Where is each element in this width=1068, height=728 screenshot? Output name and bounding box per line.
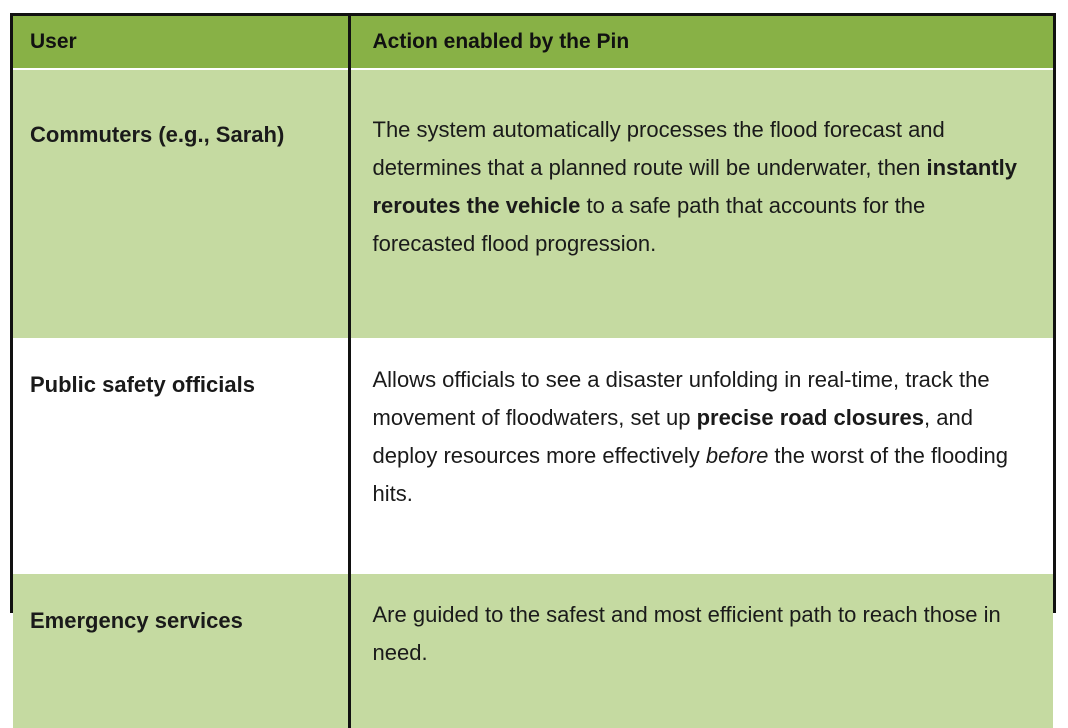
action-text-run: precise road closures <box>696 405 925 430</box>
header-action: Action enabled by the Pin <box>349 16 1053 69</box>
action-text-run: Allows officials to see a disaster unfolding in real-time, track the movement of floodwaters, set up <box>372 367 990 430</box>
feature-table <box>10 13 1056 665</box>
action-text-run: the worst of the flooding hits. <box>372 443 1009 506</box>
action-text-run: instantly reroutes the vehicle <box>372 155 1017 218</box>
table-row <box>13 337 1053 573</box>
row-action-public-safety <box>349 337 1053 573</box>
table-header-row <box>13 16 1053 69</box>
row-user-emergency: Emergency services <box>13 573 349 728</box>
row-user-commuters: Commuters (e.g., Sarah) <box>13 69 349 337</box>
row-user-public-safety: Public safety officials <box>13 337 349 573</box>
action-text-run: before <box>705 443 769 468</box>
users-actions-table <box>13 16 1053 728</box>
row-action-commuters <box>349 69 1053 337</box>
action-text-run: Are guided to the safest and most efficient path to reach those in need. <box>372 602 1001 665</box>
action-text-run: The system automatically processes the flood forecast and determines that a planned route will be underwater, then <box>372 117 945 180</box>
table-row <box>13 573 1053 728</box>
row-action-emergency <box>349 573 1053 728</box>
action-text-run: to a safe path that accounts for the forecasted flood progression. <box>372 193 926 256</box>
table-row <box>13 69 1053 337</box>
header-user: User <box>13 16 349 69</box>
action-text-run: , and deploy resources more effectively <box>372 405 973 468</box>
